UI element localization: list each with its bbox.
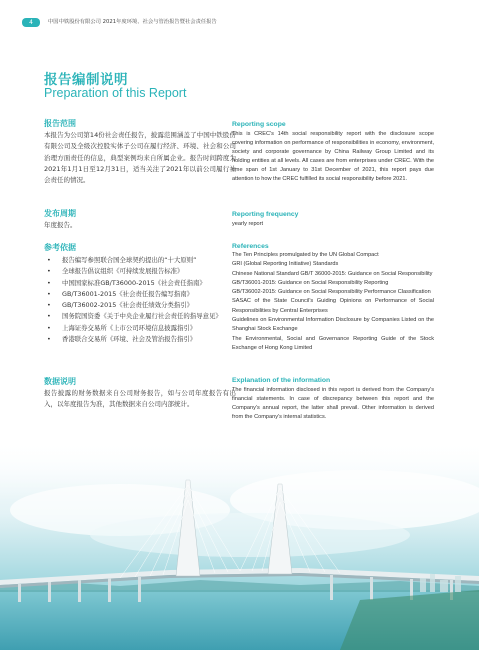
data-heading-zh: 数据说明: [44, 377, 76, 386]
list-item: • 国务院国资委《关于中央企业履行社会责任的指导意见》: [47, 312, 222, 321]
scope-section-en: [232, 120, 434, 185]
data-heading-en: Explanation of the information: [232, 377, 331, 384]
frequency-body-zh: 年度报告。: [44, 221, 77, 229]
frequency-heading-zh: 发布周期: [44, 209, 76, 218]
frequency-heading-en: Reporting frequency: [232, 211, 299, 218]
data-body-zh: 报告披露的财务数据来自公司财务报告，如与公司年度报告有出入，以年度报告为准，其他数据来自公司内部统计。: [44, 389, 236, 409]
frequency-body-en: yearly report: [232, 221, 264, 227]
list-item: • 上海证券交易所《上市公司环境信息披露指引》: [47, 323, 197, 332]
scope-heading-zh: 报告范围: [44, 119, 76, 128]
references-heading-zh: 参考依据: [44, 243, 76, 252]
list-item: GB/T36001-2015: Guidance on Social Responsibility Reporting: [232, 279, 389, 286]
page-header: [0, 0, 479, 30]
list-item: GRI (Global Reporting Initiative) Standards: [232, 261, 339, 268]
page-number-badge: 4: [22, 18, 40, 27]
data-section-zh: [44, 376, 236, 411]
data-body-en: The financial information disclosed in this report is derived from the Company's financial statements. In case of discrepancy between this report and the Company's annual report, the latter shall prevail. Other information is derived from the Company's internal statistics.: [232, 387, 434, 421]
data-section-en: [232, 376, 434, 422]
list-item: GB/T36002-2015: Guidance on Social Responsibility Performance Classification: [232, 289, 431, 296]
running-title: 中国中铁股份有限公司 2021年度环境、社会与管治报告暨社会责任报告: [48, 19, 217, 25]
list-item: • 报告编写参照联合国全球契约提出的“十大原则”: [47, 256, 197, 264]
page-title-en: Preparation of this Report: [44, 86, 187, 100]
list-item: Chinese National Standard GB/T 36000-2015: Guidance on Social Responsibility: [232, 270, 433, 277]
frequency-section-zh: [44, 208, 236, 231]
references-list-zh: [44, 255, 236, 345]
list-item: The Ten Principles promulgated by the UN Global Compact: [232, 252, 379, 258]
references-heading-en: References: [232, 243, 269, 250]
list-item: • GB/T36001-2015《社会责任报告编写指南》: [47, 289, 193, 298]
frequency-section-en: [232, 210, 434, 229]
list-item: Guidelines on Environmental Information Disclosure by Companies Listed on the Shanghai Stock Exchange: [232, 317, 434, 333]
list-item: SASAC of the State Council's Guiding Opinions on Performance of Social Responsibilities by Central Enterprises: [232, 298, 434, 314]
scope-section-zh: [44, 118, 236, 186]
references-section-zh: [44, 242, 236, 345]
scope-body-en: This is CREC's 14th social responsibility report with the disclosure scope covering information on performance of responsibilities in economy, environment, society and corporate governance by China Railway Group Limited and its holding entities at all levels. All cases are from enterprises under CREC. With the time span of 1st January to 31st December of 2021, this report pays due attention to how the CREC fulfilled its social responsibility before 2021.: [232, 131, 434, 183]
page-title-zh: 报告编制说明: [44, 72, 128, 88]
list-item: • 全球报告倡议组织《可持续发展报告标准》: [47, 267, 184, 276]
bridge-photo: [0, 440, 479, 650]
scope-body-zh: 本报告为公司第14份社会责任报告，披露范围涵盖了中国中铁股份有限公司及全级次控股实体子公司在履行经济、环境、社会和公司治理方面责任的信息，典型案例均来自所属企业。报告时间跨度为2021年1月1日至12月31日，适当关注了2021年以前公司履行社会责任的情况。: [44, 131, 236, 185]
references-section-en: [232, 242, 434, 353]
references-list-en: [232, 251, 434, 353]
list-item: • GB/T36002-2015《社会责任绩效分类指引》: [47, 301, 193, 310]
list-item: • 中国国家标准GB/T36000-2015《社会责任指南》: [47, 278, 206, 287]
scope-heading-en: Reporting scope: [232, 121, 286, 128]
list-item: • 香港联合交易所《环境、社会及管治报告指引》: [47, 335, 197, 344]
list-item: The Environmental, Social and Governance Reporting Guide of the Stock Exchange of Hong Kong Limited: [232, 335, 434, 351]
